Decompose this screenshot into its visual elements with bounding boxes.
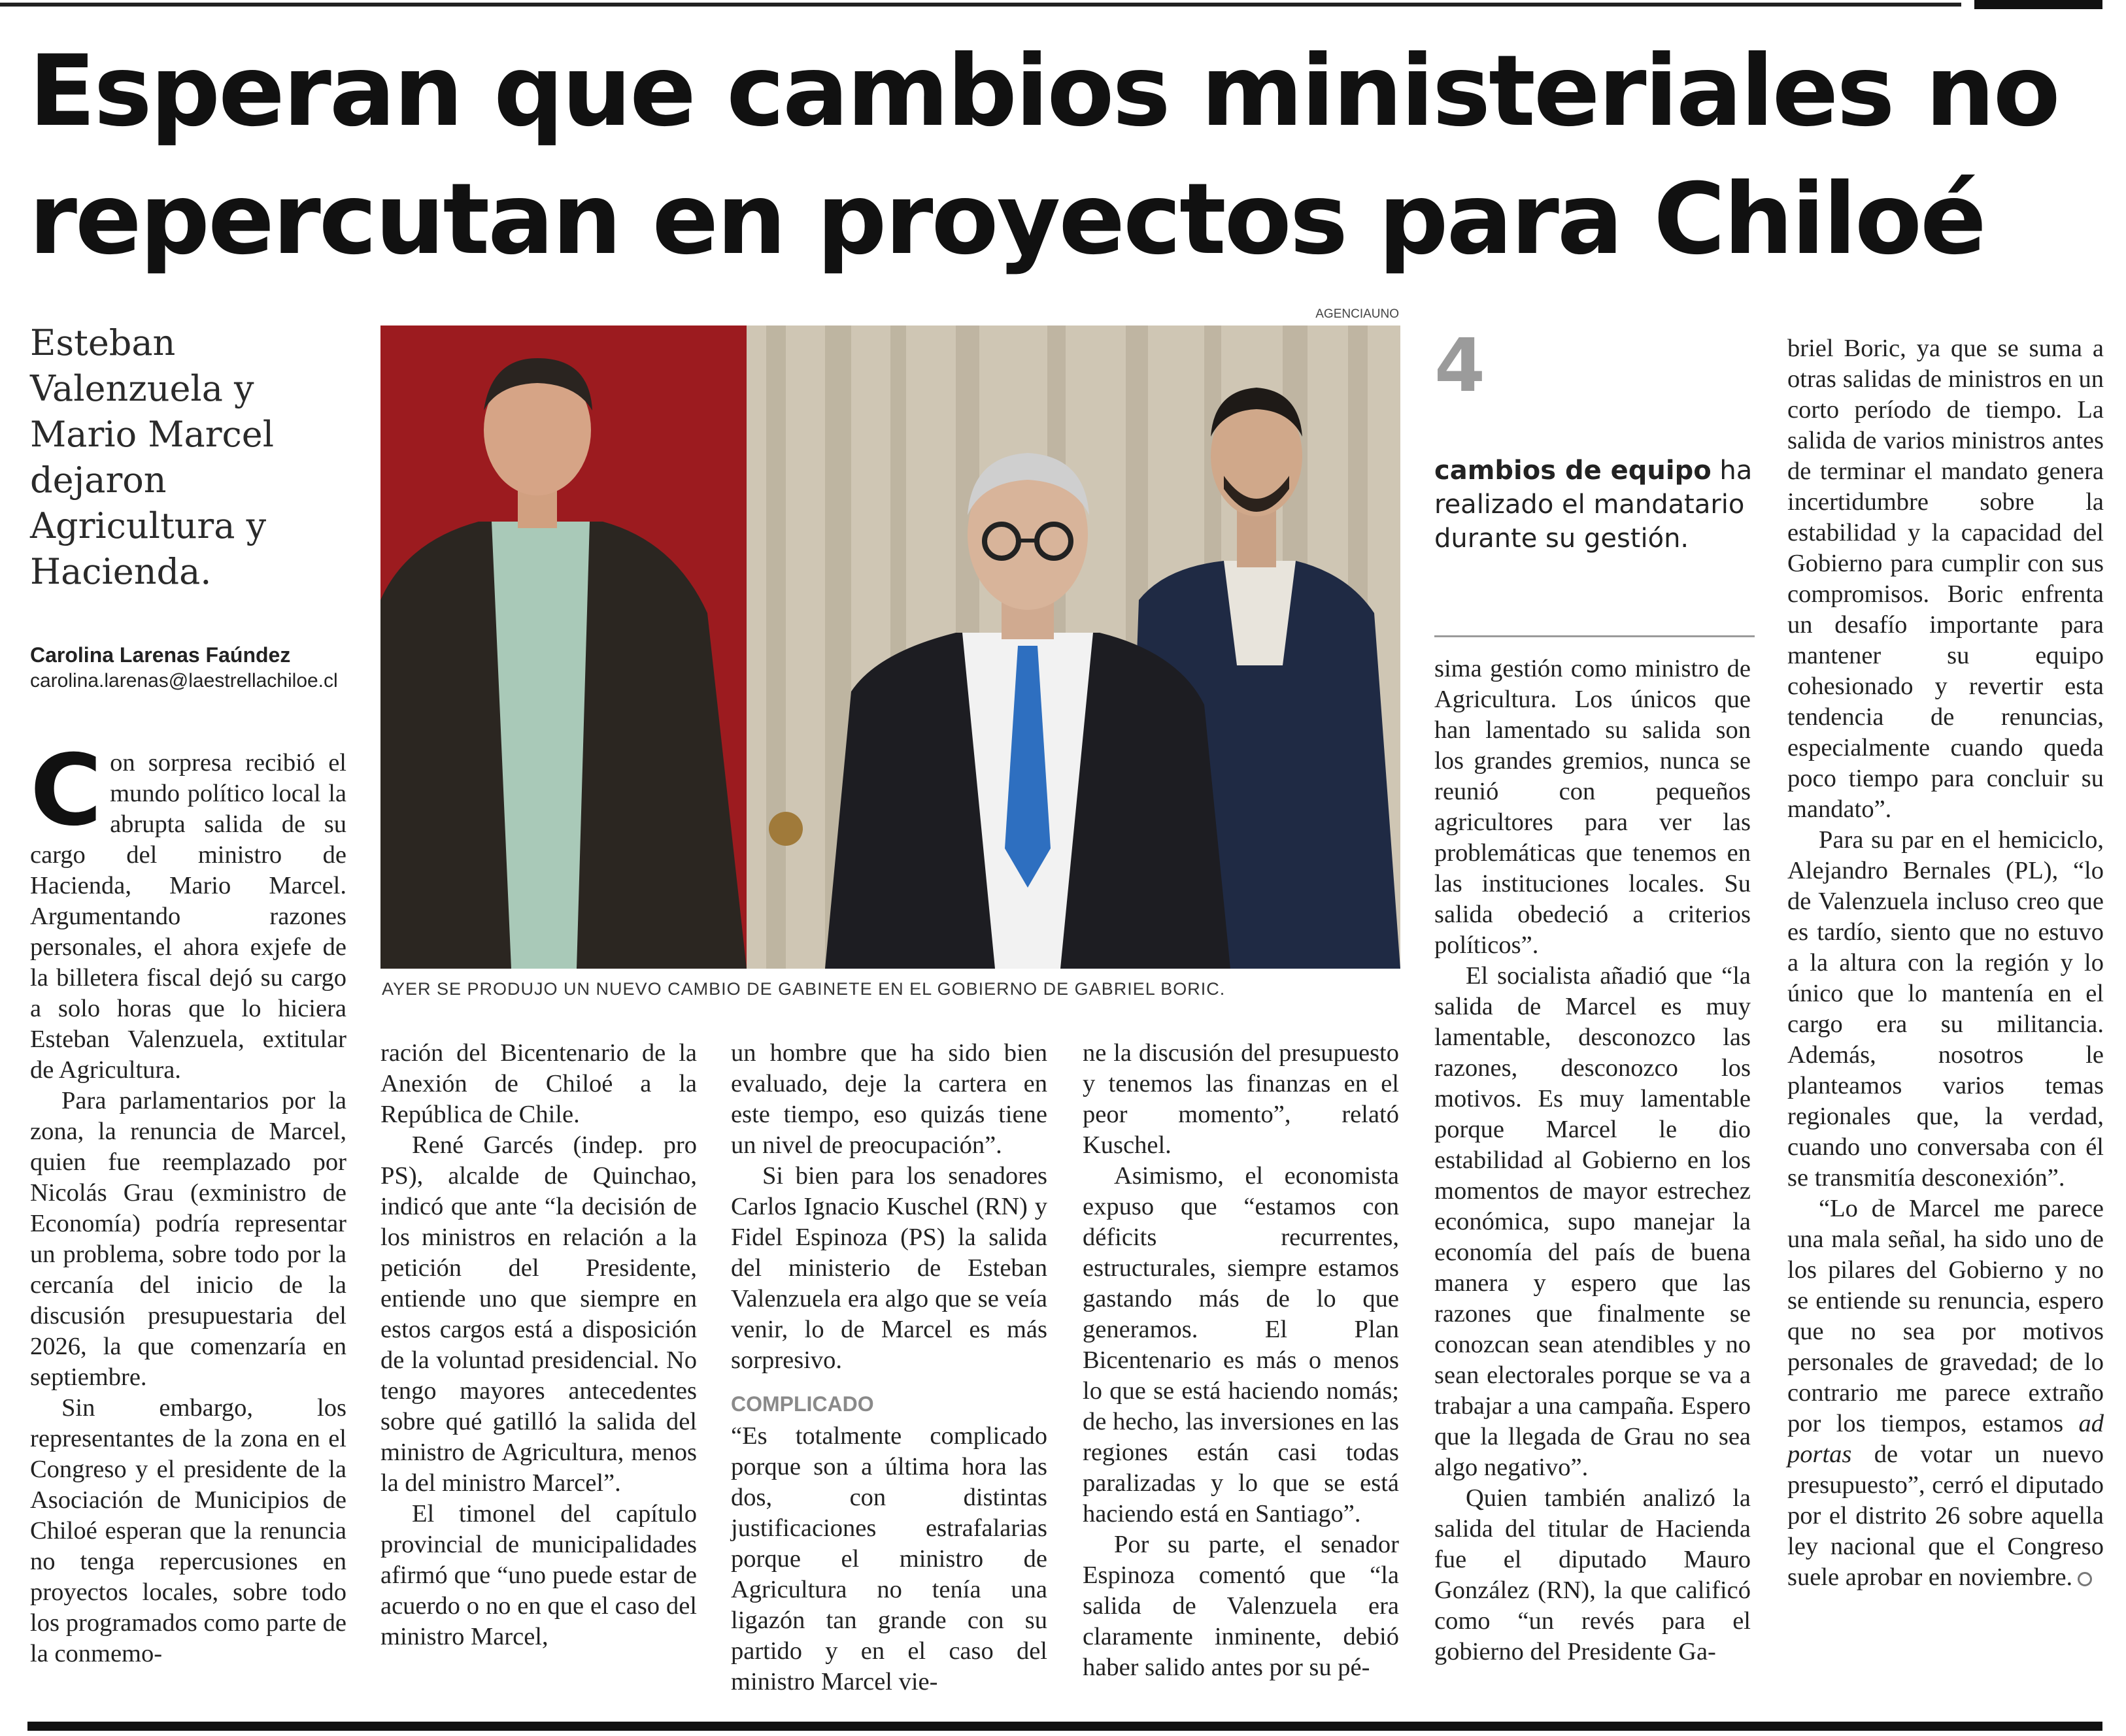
paragraph: sima gestión como ministro de Agricultura. Los únicos que han lamentado su salida son los grandes gremios, nunca se reunió con pequeños agricultores para ver las problemáticas que tenemos en las instituciones locales. Su salida obedeció a criterios políticos”. <box>1434 655 1751 959</box>
paragraph: “Es totalmente complicado porque son a última hora las dos, con distintas justificaciones estrafalarias porque el ministro de Agricultura no tenía una ligazón tan grande con su partido y en el caso del ministro Marcel vie- <box>731 1422 1047 1695</box>
deck: Esteban Valenzuela y Mario Marcel dejaron Agricultura y Hacienda. <box>30 322 275 592</box>
article-column-2 <box>380 1038 697 1652</box>
paragraph: El socialista añadió que “la salida de Marcel es muy lamentable, desconozco las razones, desconozco los motivos. Es muy lamentable porque Marcel le dio estabilidad al Gobierno en los momentos de mayor estrechez económica, supo manejar la economía del país de buena manera y espero que las razones que finalmente se conozcan sean atendibles y no sean electorales porque se va a trabajar a una campaña. Espero que la llegada de Grau no sea algo negativo”. <box>1434 962 1751 1481</box>
paragraph: René Garcés (indep. pro PS), alcalde de Quinchao, indicó que ante “la decisión de los ministros en relación a la petición del Presidente, entiende uno que siempre en estos cargos está a disposición de la voluntad presidencial. No tengo mayores antecedentes sobre qué gatilló la salida del ministro de Agricultura, menos la del ministro Marcel”. <box>380 1131 697 1497</box>
stat-rest: ha realizado el mandatario durante su gestión. <box>1434 456 1753 554</box>
news-photo-illustration <box>380 326 1400 969</box>
paragraph: ración del Bicentenario de la Anexión de Chiloé a la República de Chile. <box>380 1039 697 1128</box>
paragraph: un hombre que ha sido bien evaluado, deje la cartera en este tiempo, eso quizás tiene un nivel de preocupación”. <box>731 1039 1047 1159</box>
article-column-3 <box>731 1038 1047 1697</box>
paragraph: Asimismo, el economista expuso que “estamos con déficits recurrentes, estructurales, siempre estamos gastando más de lo que generamos. El Plan Bicentenario es más o menos lo que se está haciendo nomás; de hecho, las inversiones en las regiones están casi todas paralizadas y lo que se está haciendo está en Santiago”. <box>1083 1162 1399 1527</box>
stat-text <box>1434 454 1761 556</box>
italic-phrase: ad portas <box>1787 1410 2104 1468</box>
paragraph: Para parlamentarios por la zona, la renuncia de Marcel, quien fue reemplazado por Nicolás Grau (exministro de Economía) podría representar un problema, sobre todo por la cercanía del inicio de la discusión presupuestaria del 2026, la que comenzaría en septiembre. <box>30 1087 346 1391</box>
paragraph: Si bien para los senadores Carlos Ignacio Kuschel (RN) y Fidel Espinoza (PS) la salida del ministerio de Esteban Valenzuela era algo que se veía venir, lo de Marcel es más sorpresivo. <box>731 1162 1047 1374</box>
paragraph-text: “Lo de Marcel me parece una mala señal, ha sido uno de los pilares del Gobierno y no se entiende su renuncia, espero que no sea por motivos personales de gravedad; de lo contrario me parece extraño por los tiempos, estamos <box>1787 1195 2104 1437</box>
stat-divider <box>1434 635 1755 637</box>
paragraph-text: de votar un nuevo presupuesto”, cerró el diputado por el distrito 26 sobre aquella ley nacional que el Congreso suele aprobar en noviembre. <box>1787 1441 2104 1591</box>
headline: Esperan que cambios ministeriales no repercutan en proyectos para Chiloé <box>29 35 2059 276</box>
photo-caption: AYER SE PRODUJO UN NUEVO CAMBIO DE GABINETE EN EL GOBIERNO DE GABRIEL BORIC. <box>382 979 1226 999</box>
paragraph: briel Boric, ya que se suma a otras salidas de ministros en un corto período de tiempo. La salida de varios ministros antes de terminar el mandato genera incertidumbre sobre la estabilidad y la capacidad del Gobierno para cumplir con sus compromisos. Boric enfrenta un desafío importante para mantener su equipo cohesionado y revertir esta tendencia de renuncias, especialmente cuando queda poco tiempo para concluir su mandato”. <box>1787 335 2104 823</box>
paragraph: Por su parte, el senador Espinoza comentó que “la salida de Valenzuela era claramente inminente, debió haber salido antes por su pé- <box>1083 1531 1399 1681</box>
paragraph: Sin embargo, los representantes de la zona en el Congreso y el presidente de la Asociación de Municipios de Chiloé esperan que la renuncia no tenga repercusiones en proyectos locales, sobre todo los programados como parte de la conmemo- <box>30 1394 346 1667</box>
byline-email: carolina.larenas@laestrellachiloe.cl <box>30 670 338 692</box>
stat-bold: cambios de equipo <box>1434 456 1712 486</box>
article-column-4 <box>1083 1038 1399 1683</box>
article-column-1 <box>30 734 346 1669</box>
photo-credit: AGENCIAUNO <box>1315 307 1399 321</box>
end-of-article-icon <box>2078 1572 2092 1586</box>
paragraph: ne la discusión del presupuesto y tenemos las finanzas en el peor momento”, relató Kuschel. <box>1083 1039 1399 1159</box>
paragraph-final <box>1787 1194 2104 1593</box>
paragraph: Quien también analizó la salida del titular de Hacienda fue el diputado Mauro González (RN), la que calificó como “un revés para el gobierno del Presidente Ga- <box>1434 1484 1751 1665</box>
bottom-rule <box>27 1722 2102 1731</box>
drop-cap: C <box>30 734 103 848</box>
lead-paragraph <box>30 734 346 1086</box>
top-rule <box>0 3 1961 7</box>
top-rule-block <box>1974 0 2102 9</box>
paragraph: El timonel del capítulo provincial de municipalidades afirmó que “uno puede estar de acuerdo o no en que el caso del ministro Marcel, <box>380 1500 697 1650</box>
stat-box <box>1434 324 1761 556</box>
byline <box>30 643 357 692</box>
subhead-complicado: COMPLICADO <box>731 1392 874 1416</box>
article-column-5 <box>1434 654 1751 1667</box>
article-column-6 <box>1787 333 2104 1593</box>
byline-author: Carolina Larenas Faúndez <box>30 643 291 667</box>
lead-paragraph-text: on sorpresa recibió el mundo político local la abrupta salida de su cargo del ministro de Hacienda, Mario Marcel. Argumentando razones personales, el ahora exjefe de la billetera fiscal dejó su cargo a solo horas que lo hiciera Esteban Valenzuela, extitular de Agricultura. <box>30 749 346 1084</box>
news-photo <box>380 326 1400 969</box>
stat-number: 4 <box>1434 324 1485 409</box>
paragraph: Para su par en el hemiciclo, Alejandro Bernales (PL), “lo de Valenzuela incluso creo que es tardío, siento que no estuvo a la altura con la región y lo único que lo mantenía en el cargo era su militancia. Además, nosotros le planteamos varios temas regionales que, la verdad, cuando uno conversaba con él se transmitía desconexión”. <box>1787 826 2104 1192</box>
